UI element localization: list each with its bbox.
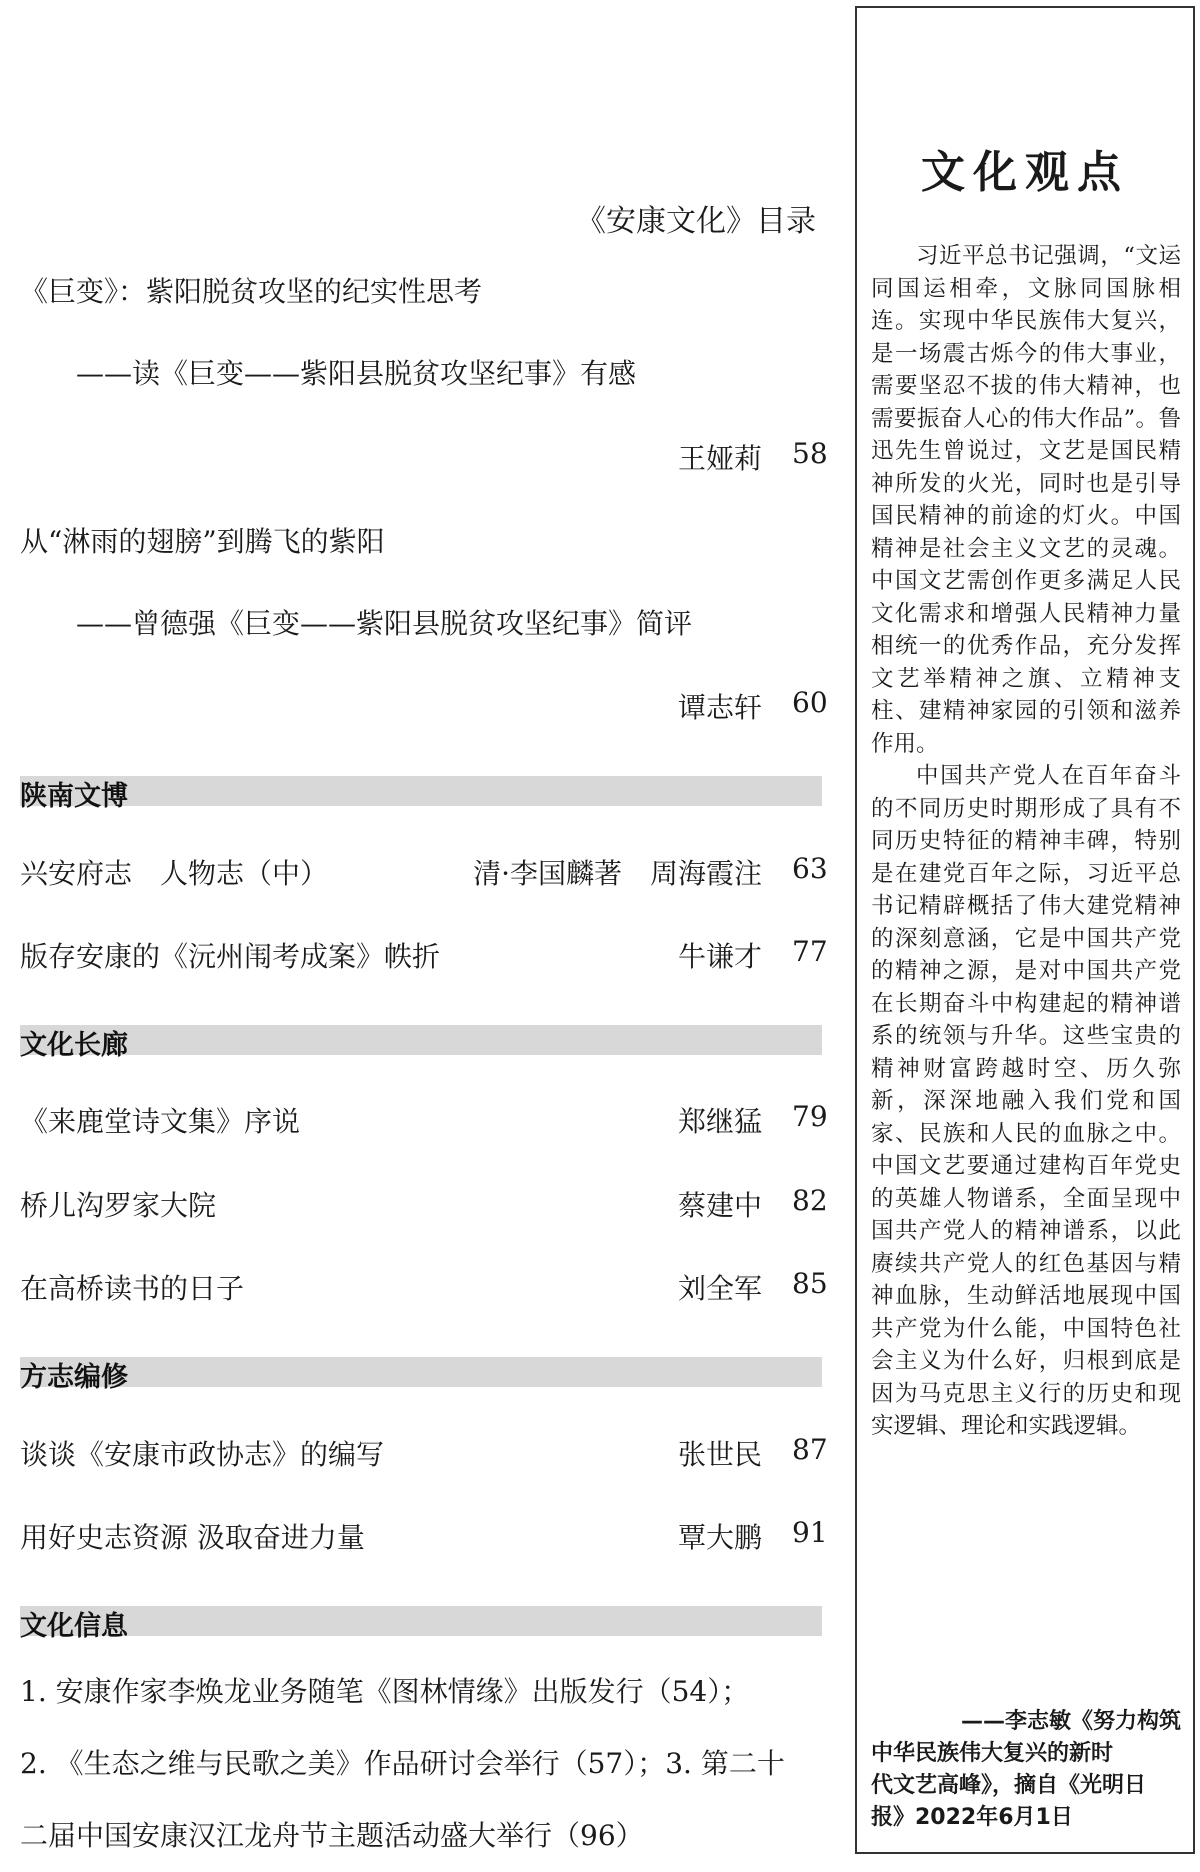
toc-entry-title[interactable]: 兴安府志 人物志（中） [20, 857, 329, 890]
toc-entry-page: 82 [792, 1184, 828, 1217]
info-list [20, 1656, 825, 1872]
toc-entry-author: 清·李国麟著 周海霞注 [473, 857, 762, 890]
sidebar-paragraph: 习近平总书记强调，“文运同国运相牵，文脉同国脉相连。实现中华民族伟大复兴，是一场震古烁今的伟大事业，需要坚忍不拔的伟大精神，也需要振奋人心的伟大作品”。鲁迅先生曾说过，文艺是国民精神所发的火光，同时也是引导国民精神的前途的灯火。中国精神是社会主义文艺的灵魂。中国文艺需创作更多满足人民文化需求和增强人民精神力量相统一的优秀作品，充分发挥文艺举精神之旗、立精神支柱、建精神家园的引领和滋养作用。 [871, 243, 1181, 757]
toc-entry-author: 张世民 [677, 1438, 762, 1471]
toc-entry-title[interactable]: 从“淋雨的翅膀”到腾飞的紫阳 [20, 525, 385, 558]
toc-entry-page: 63 [792, 852, 828, 885]
toc-entry-page: 87 [792, 1433, 828, 1466]
toc-entry-page: 58 [792, 437, 828, 470]
toc-entry-author: 王娅莉 [677, 442, 762, 475]
section-header-label: 文化信息 [20, 1611, 128, 1642]
info-line: 2. 《生态之维与民歌之美》作品研讨会举行（57）；3. 第二十 [20, 1747, 785, 1780]
toc-entry-title[interactable]: 《来鹿堂诗文集》序说 [20, 1105, 301, 1138]
sidebar-title: 文化观点 [921, 147, 1129, 198]
sidebar-body [871, 240, 1181, 1443]
culture-viewpoint-box [855, 6, 1195, 1854]
section-header [20, 1606, 822, 1642]
toc-entry-author: 牛谦才 [677, 940, 762, 973]
toc-entry-page: 91 [792, 1516, 828, 1549]
source-line: 中华民族伟大复兴的新时 [871, 1741, 1114, 1766]
toc-entry-title[interactable]: 在高桥读书的日子 [20, 1272, 245, 1305]
toc-entry-page: 85 [792, 1267, 828, 1300]
source-line: ——李志敏《努力构筑 [960, 1709, 1181, 1734]
toc-entry-title[interactable]: 版存安康的《沅州闱考成案》帙折 [20, 940, 441, 973]
toc-entry-title[interactable]: 《巨变》：紫阳脱贫攻坚的纪实性思考 [20, 275, 483, 308]
sidebar-paragraph: 中国共产党人在百年奋斗的不同历史时期形成了具有不同历史特征的精神丰碑，特别是在建党百年之际，习近平总书记精辟概括了伟大建党精神的深刻意涵，它是中国共产党的精神之源，是对中国共产党在长期奋斗中构建起的精神谱系的统领与升华。这些宝贵的精神财富跨越时空、历久弥新，深深地融入我们党和国家、民族和人民的血脉之中。中国文艺要通过建构百年党史的英雄人物谱系，全面呈现中国共产党人的精神谱系，以此赓续共产党人的红色基因与精神血脉，生动鲜活地展现中国共产党为什么能，中国特色社会主义为什么好，归根到底是因为马克思主义行的历史和现实逻辑、理论和实践逻辑。 [871, 763, 1181, 1439]
info-line: 二届中国安康汉江龙舟节主题活动盛大举行（96） [20, 1819, 644, 1852]
toc-entry-title[interactable]: 谈谈《安康市政协志》的编写 [20, 1438, 385, 1471]
toc-entry-page: 77 [792, 935, 828, 968]
toc-entry-author: 蔡建中 [677, 1189, 762, 1222]
toc-entry-author: 谭志轩 [677, 691, 762, 724]
toc-title: 《安康文化》目录 [576, 204, 816, 239]
sidebar-source [871, 1706, 1181, 1834]
section-header-label: 方志编修 [20, 1362, 128, 1393]
source-line: 报》2022年6月1日 [871, 1805, 1073, 1830]
source-line: 代文艺高峰》，摘自《光明日 [871, 1773, 1147, 1798]
toc-entry-page: 79 [792, 1100, 828, 1133]
toc-entry-page: 60 [792, 686, 828, 719]
info-line: 1. 安康作家李焕龙业务随笔《图林情缘》出版发行（54）； [20, 1675, 750, 1708]
section-header [20, 1357, 822, 1393]
toc-entry-title[interactable]: 用好史志资源 汲取奋进力量 [20, 1521, 365, 1554]
section-header [20, 1025, 822, 1061]
toc-entry-author: 刘全军 [677, 1272, 762, 1305]
section-header [20, 776, 822, 812]
toc-entry-subtitle: ——曾德强《巨变——紫阳县脱贫攻坚纪事》简评 [76, 607, 693, 640]
toc-entry-author: 郑继猛 [677, 1105, 762, 1138]
toc-entry-author: 覃大鹏 [677, 1521, 762, 1554]
toc-entry-title[interactable]: 桥儿沟罗家大院 [20, 1189, 217, 1222]
section-header-label: 陕南文博 [20, 781, 128, 812]
section-header-label: 文化长廊 [20, 1030, 128, 1061]
toc-entry-subtitle: ——读《巨变——紫阳县脱贫攻坚纪事》有感 [76, 357, 637, 390]
